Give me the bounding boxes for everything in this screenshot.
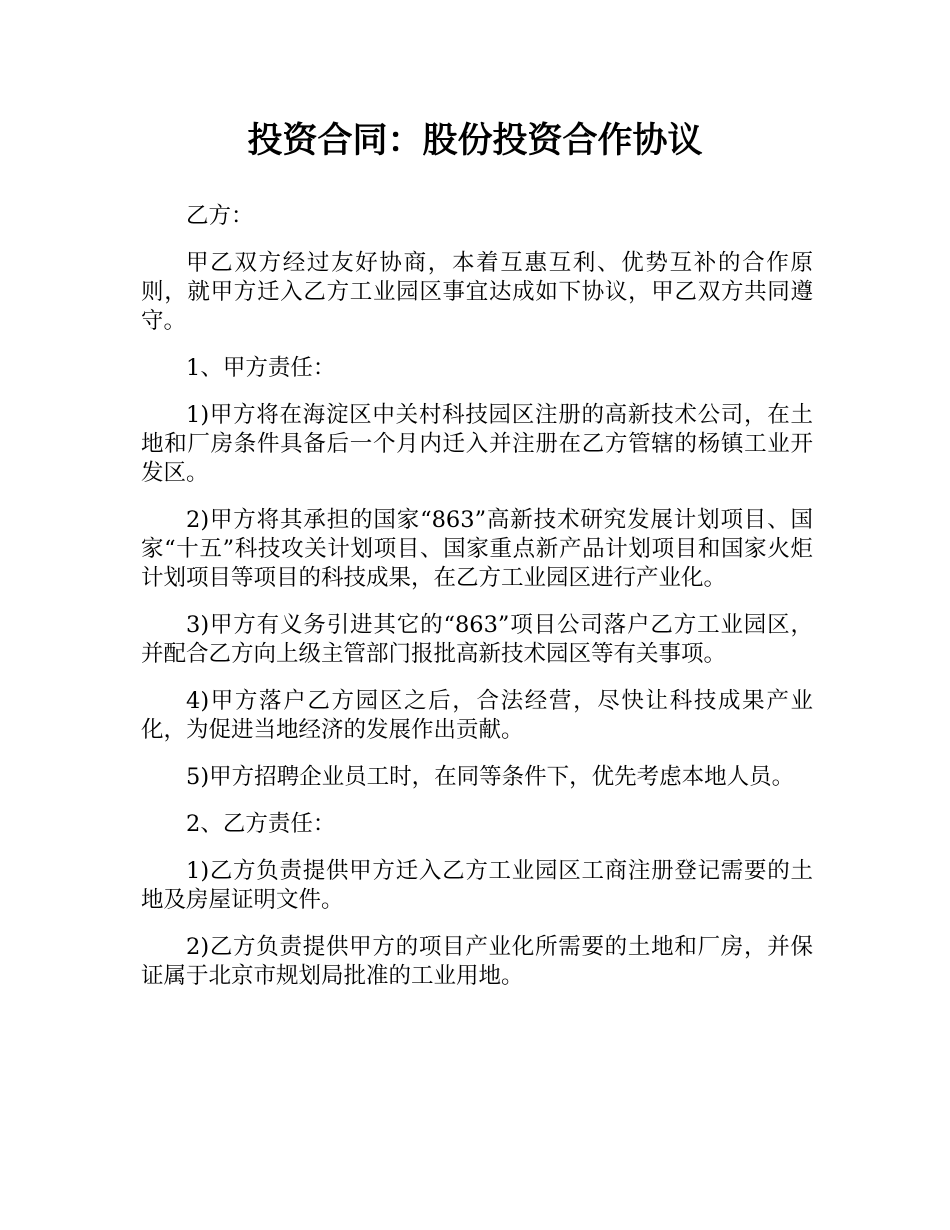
section-heading-party-b: 2、乙方责任： <box>186 811 336 837</box>
paragraph-preamble: 甲乙双方经过友好协商，本着互惠互利、优势互补的合作原则，就甲方迁入乙方工业园区事宜达成如下协议，甲乙双方共同遵守。 <box>141 250 813 334</box>
clause-a-3: 3)甲方有义务引进其它的“863”项目公司落户乙方工业园区，并配合乙方向上级主管部门报批高新技术园区等有关事项。 <box>141 612 813 667</box>
clause-a-4: 4)甲方落户乙方园区之后，合法经营，尽快让科技成果产业化，为促进当地经济的发展作出贡献。 <box>141 688 813 743</box>
clause-a-5: 5)甲方招聘企业员工时，在同等条件下，优先考虑本地人员。 <box>186 764 795 790</box>
clause-b-1: 1)乙方负责提供甲方迁入乙方工业园区工商注册登记需要的土地及房屋证明文件。 <box>141 858 813 913</box>
clause-b-2: 2)乙方负责提供甲方的项目产业化所需要的土地和厂房，并保证属于北京市规划局批准的工业用地。 <box>141 934 813 989</box>
clause-a-1: 1)甲方将在海淀区中关村科技园区注册的高新技术公司，在土地和厂房条件具备后一个月内迁入并注册在乙方管辖的杨镇工业开发区。 <box>141 402 813 486</box>
section-heading-party-a: 1、甲方责任： <box>186 355 336 381</box>
clause-a-2: 2)甲方将其承担的国家“863”高新技术研究发展计划项目、国家“十五”科技攻关计划项目、国家重点新产品计划项目和国家火炬计划项目等项目的科技成果，在乙方工业园区进行产业化。 <box>141 507 813 591</box>
document-title: 投资合同：股份投资合作协议 <box>247 121 703 161</box>
document-body <box>141 202 813 1009</box>
paragraph-party-b: 乙方： <box>186 203 254 229</box>
